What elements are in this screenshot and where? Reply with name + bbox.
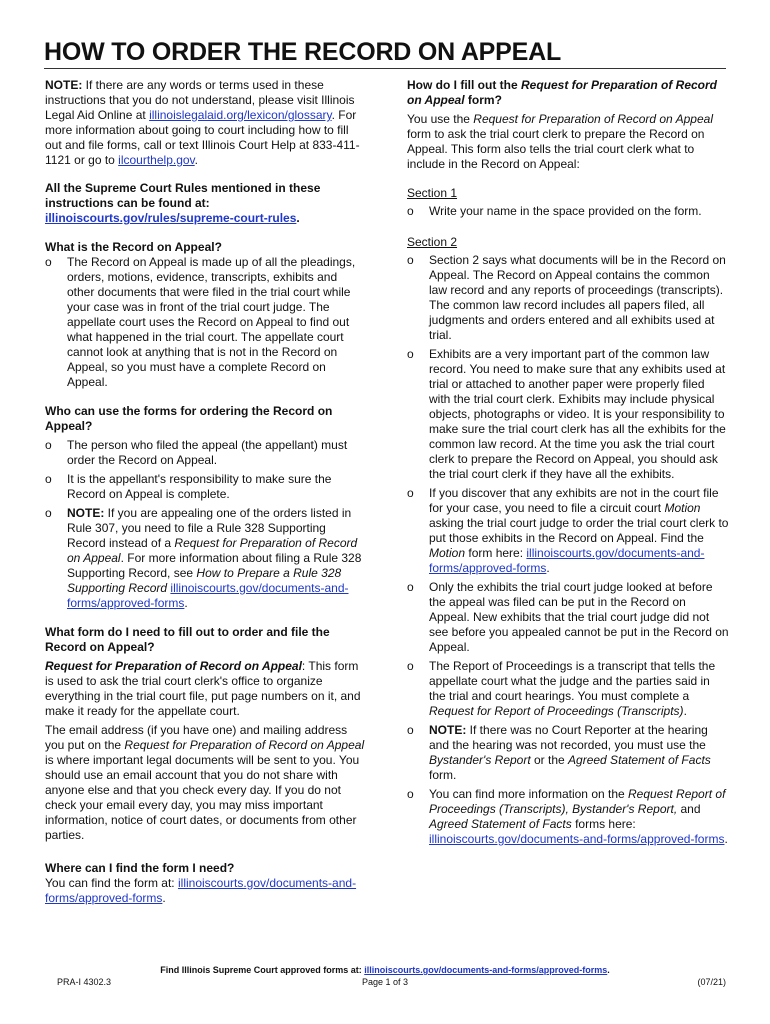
rules-paragraph (45, 181, 367, 226)
list-item: o It is the appellant's responsibility to make sure the Record on Appeal is complete. (45, 472, 367, 502)
page-number: Page 1 of 3 (361, 977, 409, 987)
item-text: forms here: (571, 817, 636, 831)
item-end: . (546, 561, 550, 575)
item-text: and (677, 802, 701, 816)
heading-text: How do I fill out the (407, 78, 521, 92)
form-name: Bystander's Report (429, 753, 531, 767)
form-name: Request for Preparation of Record on Appeal (67, 536, 358, 565)
form-name: Request for Report of Proceedings (Transcripts) (429, 704, 684, 718)
how-fill-paragraph (407, 112, 729, 172)
form-name: Agreed Statement of Facts (568, 753, 711, 767)
right-column (407, 78, 729, 847)
item-text: form here: (465, 546, 527, 560)
what-is-list (45, 255, 367, 390)
footer-approved-forms-link[interactable]: illinoiscourts.gov/documents-and-forms/approved-forms (364, 965, 608, 975)
list-item (407, 787, 729, 847)
list-item: o Only the exhibits the trial court judge looked at before the appeal was filed can be put in the Record on Appeal. New exhibits that the trial court judge did not see before you appealed cannot be put in the Record on Appeal. (407, 580, 729, 655)
email-text: is where important legal documents will be sent to you. You should use an email account that you do not share with anyone else and that you check every day. If you do not check your email every day, you may miss important information, notice of court dates, or documents from other parties. (45, 753, 360, 842)
section-1-label: Section 1 (407, 186, 458, 200)
who-can-use-heading: Who can use the forms for ordering the Record on Appeal? (45, 404, 333, 433)
form-name: Request for Preparation of Record on Appeal (45, 659, 302, 673)
note-label: NOTE: (429, 723, 467, 737)
note-text-1: If there are any words or terms used in these instructions that you do not understand, please visit Illinois Legal Aid Online at (45, 78, 355, 122)
section-1-list (407, 204, 729, 219)
approved-forms-link[interactable]: illinoiscourts.gov/documents-and-forms/approved-forms (45, 876, 357, 905)
where-text: You can find the form at: (45, 876, 178, 890)
footer-find-end: . (607, 965, 610, 975)
form-name: Request for Preparation of Record on Appeal (124, 738, 365, 752)
email-paragraph (45, 723, 367, 843)
what-form-heading: What form do I need to fill out to order and file the Record on Appeal? (45, 625, 330, 654)
form-code: PRA-I 4302.3 (57, 977, 112, 987)
what-is-heading: What is the Record on Appeal? (45, 240, 222, 254)
footer-find-text: Find Illinois Supreme Court approved forms at: (160, 965, 365, 975)
rules-text: All the Supreme Court Rules mentioned in these instructions can be found at: (45, 181, 321, 210)
list-item: o The person who filed the appeal (the appellant) must order the Record on Appeal. (45, 438, 367, 468)
approved-forms-link[interactable]: illinoiscourts.gov/documents-and-forms/approved-forms (67, 581, 349, 610)
form-name: Motion (429, 546, 466, 560)
list-item (407, 659, 729, 719)
title-rule (44, 68, 726, 69)
left-column (45, 78, 367, 906)
item-text: asking the trial court judge to order the trial court clerk to put those exhibits in the Record on Appeal. Find the (429, 516, 729, 545)
form-name: Request Report of Proceedings (Transcripts), Bystander's Report, (429, 787, 726, 816)
note-text-2: . For more information about going to court including how to fill out and file forms, call or text Illinois Court Help at 833-411-1121 or go to (45, 108, 360, 167)
form-description (45, 659, 367, 719)
section-2-label: Section 2 (407, 235, 458, 249)
item-text: The Report of Proceedings is a transcript that tells the appellate court what the judge and the parties said in the trial and court hearings. You must complete a (429, 659, 716, 703)
where-end: . (162, 891, 166, 905)
heading-text: form? (464, 93, 502, 107)
section-2-list (407, 253, 729, 847)
item-text: or the (530, 753, 569, 767)
item-end: . (724, 832, 728, 846)
approved-forms-link[interactable]: illinoiscourts.gov/documents-and-forms/approved-forms (429, 546, 705, 575)
item-end: . (683, 704, 687, 718)
form-description-text: : This form is used to ask the trial court clerk's office to organize everything in the trial court file, put page numbers on it, and make it ready for the appellate court. (45, 659, 361, 718)
note-text: If you are appealing one of the orders listed in Rule 307, you need to file a Rule 328 Supporting Record instead of a (67, 506, 352, 550)
footer-find-forms (0, 965, 770, 975)
list-item (407, 723, 729, 783)
approved-forms-link[interactable]: illinoiscourts.gov/documents-and-forms/approved-forms (429, 832, 725, 846)
list-item: o The Record on Appeal is made up of all the pleadings, orders, motions, evidence, transcripts, exhibits and other documents that were filed in the trial court while your case was in front of the trial court judge. The appellate court uses the Record on Appeal to find out what happened in the trial court. The appellate court cannot look at anything that is not in the Record on Appeal, so you must have a complete Record on Appeal. (45, 255, 367, 390)
item-text: If you discover that any exhibits are not in the court file for your case, you need to file a circuit court (429, 486, 719, 515)
note-text-3: . (194, 153, 199, 167)
where-heading: Where can I find the form I need? (45, 861, 235, 875)
how-fill-heading (407, 78, 729, 108)
page-title: HOW TO ORDER THE RECORD ON APPEAL (44, 38, 562, 66)
how-fill-text: You use the (407, 112, 474, 126)
glossary-link[interactable]: illinoislegalaid.org/lexicon/glossary (149, 108, 332, 122)
list-item (45, 506, 367, 611)
note-label: NOTE: (67, 506, 105, 520)
form-name: Request for Preparation of Record on Appeal (473, 112, 713, 126)
form-name: Agreed Statement of Facts (429, 817, 572, 831)
list-item: o Section 2 says what documents will be in the Record on Appeal. The Record on Appeal contains the common law record and any reports of proceedings (transcripts). The common law record includes all papers filed, all judgments and orders entered and all exhibits used at trial. (407, 253, 729, 343)
list-item: o Exhibits are a very important part of the common law record. You need to make sure that any exhibits used at trial or attached to another paper were properly filed with the trial court clerk. Exhibits may include physical objects, photographs or video. It is your responsibility to make sure the trial court clerk has all the exhibits for the common law record. At the time you ask the trial court clerk to prepare the Record on Appeal, you should ask the trial court clerk if they have all the exhibits. (407, 347, 729, 482)
list-item: o Write your name in the space provided on the form. (407, 204, 729, 219)
note-paragraph (45, 78, 367, 168)
form-name: Request for Preparation of Record on Appeal (407, 78, 718, 107)
note-label: NOTE: (45, 78, 83, 92)
item-end: form. (429, 768, 457, 782)
ilcourthelp-link[interactable]: ilcourthelp.gov (118, 153, 195, 167)
revision-date: (07/21) (697, 977, 726, 987)
rules-end: . (296, 211, 300, 225)
item-text: If there was no Court Reporter at the hearing and the hearing was not recorded, you must use the (429, 723, 708, 752)
list-item (407, 486, 729, 576)
supreme-court-rules-link[interactable]: illinoiscourts.gov/rules/supreme-court-rules (45, 211, 297, 225)
who-can-use-list (45, 438, 367, 611)
form-name: How to Prepare a Rule 328 Supporting Record (67, 566, 342, 595)
where-paragraph (45, 876, 367, 906)
form-name: Motion (664, 501, 701, 515)
item-text: You can find more information on the (429, 787, 629, 801)
email-text: The email address (if you have one) and mailing address you put on the (45, 723, 348, 752)
how-fill-text: form to ask the trial court clerk to prepare the Record on Appeal. This form also tells the trial court clerk what to include in the Record on Appeal: (407, 127, 705, 171)
note-end: . (184, 596, 188, 610)
note-text: . For more information about filing a Rule 328 Supporting Record, see (67, 551, 362, 580)
